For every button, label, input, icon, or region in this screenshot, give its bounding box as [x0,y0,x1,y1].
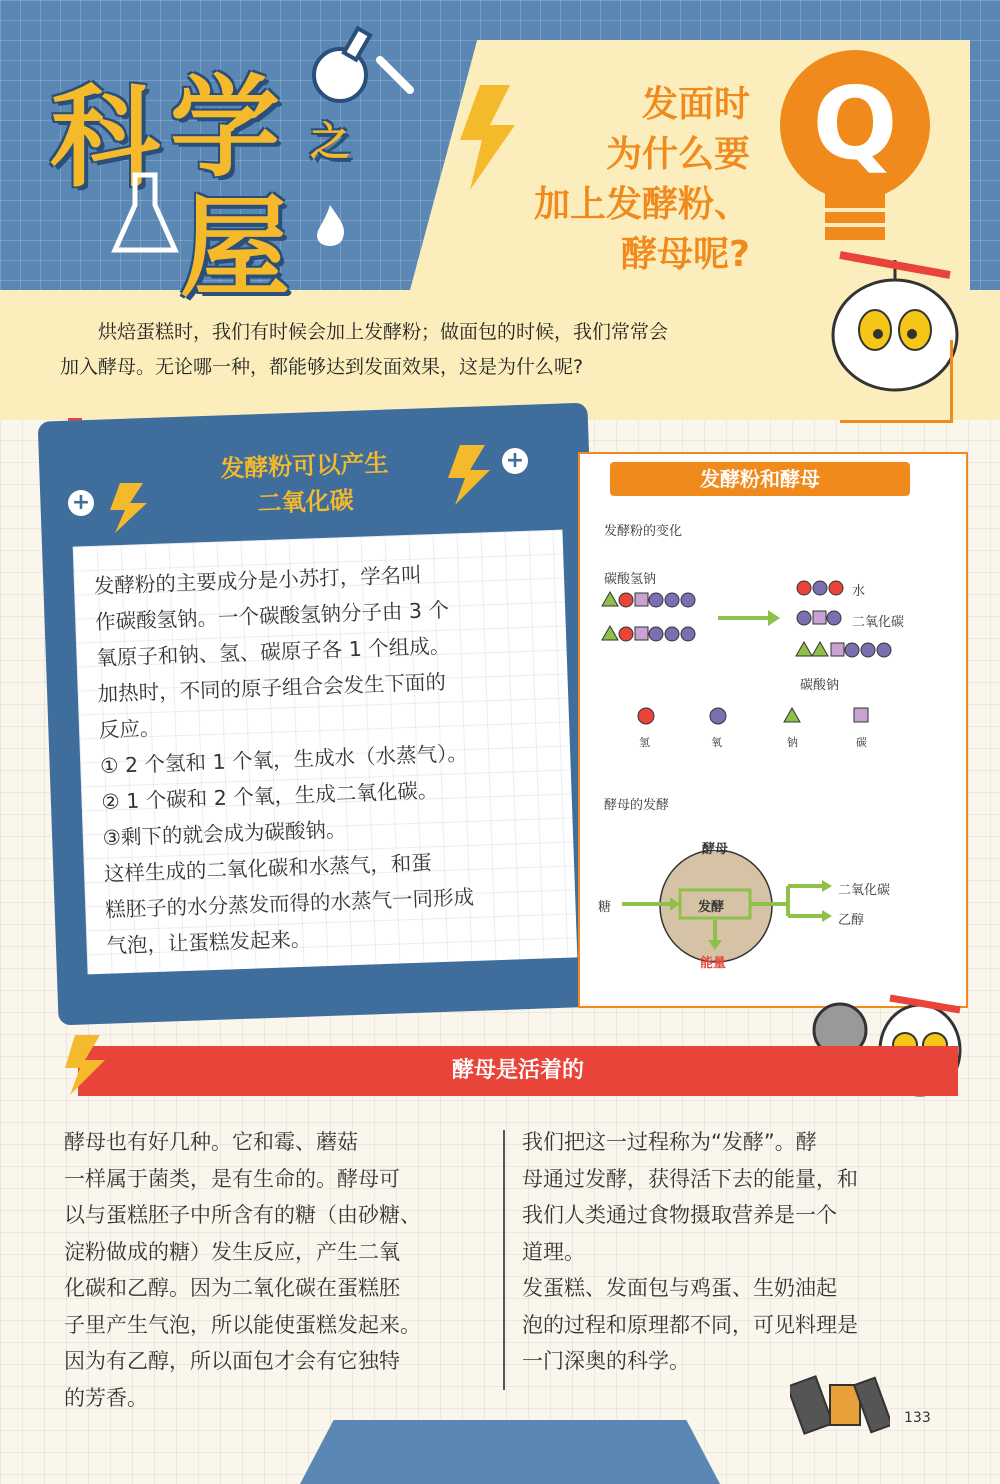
card-text [93,552,567,964]
card-line: ③剩下的就会成为碳酸钠。 [102,817,347,850]
sugar-label: 糖 [598,900,612,915]
product-na2co3-label: 碳酸钠 [800,678,840,693]
diagram-section2-label: 酵母的发酵 [604,798,670,813]
question-line: 加上发酵粉、 [533,184,750,225]
right-col-line: 道理。 [522,1239,585,1264]
left-col-line: 化碳和乙醇。因为二氧化碳在蛋糕胚 [64,1276,400,1300]
right-col-line: 我们把这一过程称为“发酵”。酵 [522,1130,817,1154]
left-col-line: 子里产生气泡，所以能使蛋糕发起来。 [64,1312,421,1337]
section-title: 酵母是活着的 [451,1058,584,1083]
plus-icon: + [68,490,94,516]
right-column [522,1124,922,1380]
bulb-letter: Q [812,65,898,182]
question-line: 为什么要 [605,134,750,175]
title-char-xue: 学 [170,64,280,192]
lightning-icon [105,478,155,538]
card-heading-line: 发酵粉可以产生 [219,449,389,483]
left-col-line: 一样属于菌类，是有生命的。酵母可 [64,1166,400,1191]
card-line: 反应。 [98,715,161,743]
page-number: 133 [904,1410,931,1426]
card-line: 气泡，让蛋糕发起来。 [106,926,312,958]
card-line: ① 2 个氢和 1 个氧，生成水（水蒸气）。 [99,741,469,779]
flask-icon [300,20,420,110]
intro-line: 加入酵母。无论哪一种，都能够达到发面效果，这是为什么呢? [60,356,584,378]
powder-reaction-diagram [598,576,958,746]
yeast-fermentation-diagram [610,850,920,980]
product-water-label: 水 [852,584,866,599]
title-char-ke: 科 [50,74,160,202]
lightbulb-icon [770,40,940,250]
energy-label: 能量 [700,956,727,971]
left-col-line: 酵母也有好几种。它和霉、蘑菇 [64,1130,358,1154]
right-col-line: 发蛋糕、发面包与鸡蛋、生奶油起 [522,1276,837,1300]
card-line: ② 1 个碳和 2 个氧，生成二氧化碳。 [100,778,439,814]
card-line: 糕胚子的水分蒸发而得的水蒸气一同形成 [104,885,475,922]
legend-hydrogen: 氢 [639,736,650,749]
card-line: 作碳酸氢钠。一个碳酸氢钠分子由 3 个 [94,597,450,635]
card-heading-line: 二氧化碳 [257,486,355,518]
legend-carbon: 碳 [856,736,867,749]
card-heading [139,442,471,525]
lightning-icon [440,440,500,510]
satellite-icon [790,1360,890,1450]
left-col-line: 淀粉做成的糖）发生反应，产生二氧 [64,1239,400,1264]
footer-shape [300,1420,720,1484]
output-co2-label: 二氧化碳 [838,883,891,898]
card-line: 氧原子和钠、氢、碳原子各 1 个组成。 [95,633,451,671]
card-line: 发酵粉的主要成分是小苏打，学名叫 [93,562,423,599]
lightning-icon [450,80,530,220]
beaker-icon [110,170,180,260]
question-line: 酵母呢? [621,234,750,275]
left-col-line: 以与蛋糕胚子中所含有的糖（由砂糖、 [64,1203,421,1227]
diagram-title: 发酵粉和酵母 [610,462,910,496]
yeast-label: 酵母 [702,842,729,857]
intro-paragraph [60,315,820,385]
diagram-section1-label: 发酵粉的变化 [604,524,683,539]
title-char-wu: 屋 [180,184,290,312]
title-char-zhi: 之 [310,119,350,165]
output-ethanol-label: 乙醇 [838,913,865,928]
left-column [64,1124,464,1416]
column-divider [503,1130,505,1390]
legend-sodium: 钠 [787,736,798,749]
left-col-line: 因为有乙醇，所以面包才会有它独特 [64,1349,400,1373]
legend-oxygen: 氧 [711,736,722,749]
process-label: 发酵 [698,900,725,915]
left-col-line: 的芳香。 [64,1385,148,1410]
question-heading [520,80,750,280]
card-line: 加热时，不同的原子组合会发生下面的 [97,669,447,707]
product-co2-label: 二氧化碳 [852,615,905,630]
reactant-label: 碳酸氢钠 [604,572,657,587]
card-line: 这样生成的二氧化碳和水蒸气，和蛋 [103,850,433,886]
frame-line [840,340,953,423]
right-col-line: 泡的过程和原理都不同，可见料理是 [522,1312,858,1337]
right-col-line: 我们人类通过食物摄取营养是一个 [522,1203,837,1227]
right-col-line: 一门深奥的科学。 [522,1349,690,1373]
plus-icon: + [502,448,528,474]
right-col-line: 母通过发酵，获得活下去的能量，和 [522,1166,858,1191]
flame-icon [310,200,350,250]
question-line: 发面时 [641,84,750,125]
intro-line: 烘焙蛋糕时，我们有时候会加上发酵粉；做面包的时候，我们常常会 [98,321,669,343]
